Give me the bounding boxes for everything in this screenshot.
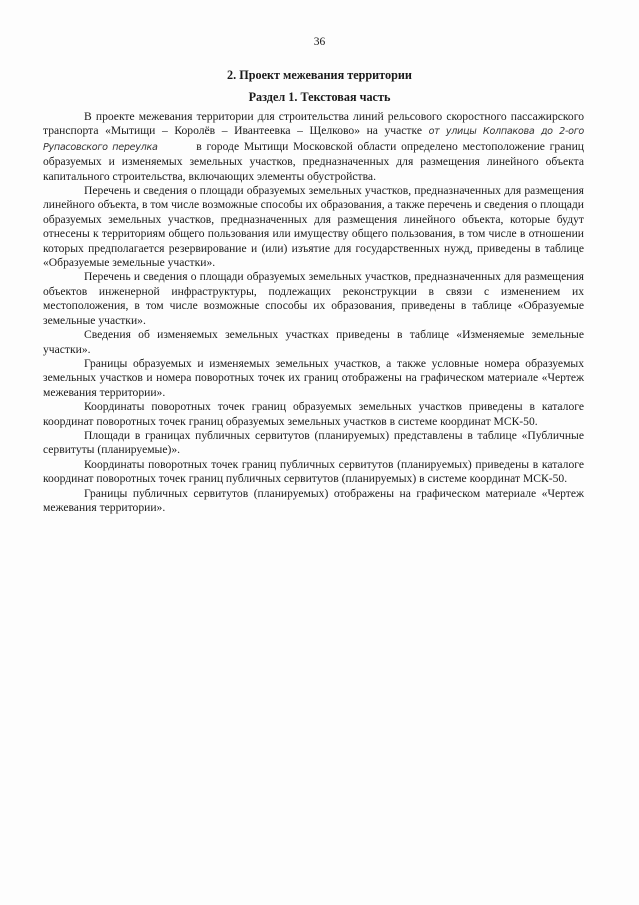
body-text xyxy=(43,110,584,515)
paragraph-6: Координаты поворотных точек границ образуемых земельных участков приведены в каталоге координат поворотных точек границ образуемых земельных участков в системе координат МСК-50. xyxy=(43,400,584,428)
paragraph-7: Площади в границах публичных сервитутов (планируемых) представлены в таблице «Публичные сервитуты (планируемые)». xyxy=(43,428,584,457)
paragraph-3: Перечень и сведения о площади образуемых земельных участков, предназначенных для размещения объектов инженерной инфраструктуры, подлежащих реконструкции в связи с изменением их местоположения, в том числе возможные способы их образования, приведены в таблице «Образуемые земельные участки». xyxy=(43,270,584,327)
section-title: 2. Проект межевания территории xyxy=(227,68,412,82)
handwritten-location: от улицы Колпакова до 2-ого Рупасовского переулка xyxy=(43,126,585,153)
page-number: 36 xyxy=(313,36,326,48)
paragraph-2: Перечень и сведения о площади образуемых земельных участков, предназначенных для размещения линейного объекта, в том числе возможные способы их образования, а также перечень и сведения о площади образуемых земельных участков, предназначенных для размещения линейного объекта, которые будут отнесены к территориям общего пользования или имуществу общего пользования, в том числе в отношении которых предполагается резервирование и (или) изъятие для государственных нужд, приведены в таблице «Образуемые земельные участки». xyxy=(43,184,584,270)
paragraph-1 xyxy=(43,110,584,184)
paragraph-5: Границы образуемых и изменяемых земельных участков, а также условные номера образуемых земельных участков и номера поворотных точек их границ отображены на графическом материале «Чертеж межевания территории». xyxy=(43,356,584,399)
paragraph-8: Координаты поворотных точек границ публичных сервитутов (планируемых) приведены в каталоге координат поворотных точек границ публичных сервитутов (планируемых) в системе координат МСК-50. xyxy=(43,457,584,486)
paragraph-1-start: В проекте межевания территории для строительства линий рельсового скоростного пассажирского транспорта «Мытищи – Королёв – Ивантеевка – Щелково» на участке xyxy=(43,110,584,138)
subsection-title: Раздел 1. Текстовая часть xyxy=(248,90,391,104)
paragraph-9: Границы публичных сервитутов (планируемых) отображены на графическом материале «Чертеж межевания территории». xyxy=(43,486,584,514)
paragraph-1-end: в городе Мытищи Московской области определено местоположение границ образуемых и изменяемых земельных участков, предназначенных для размещения линейного объекта капитального строительства, включающих элементы обустройства. xyxy=(43,139,584,183)
paragraph-4: Сведения об изменяемых земельных участках приведены в таблице «Изменяемые земельные участки». xyxy=(43,328,584,356)
